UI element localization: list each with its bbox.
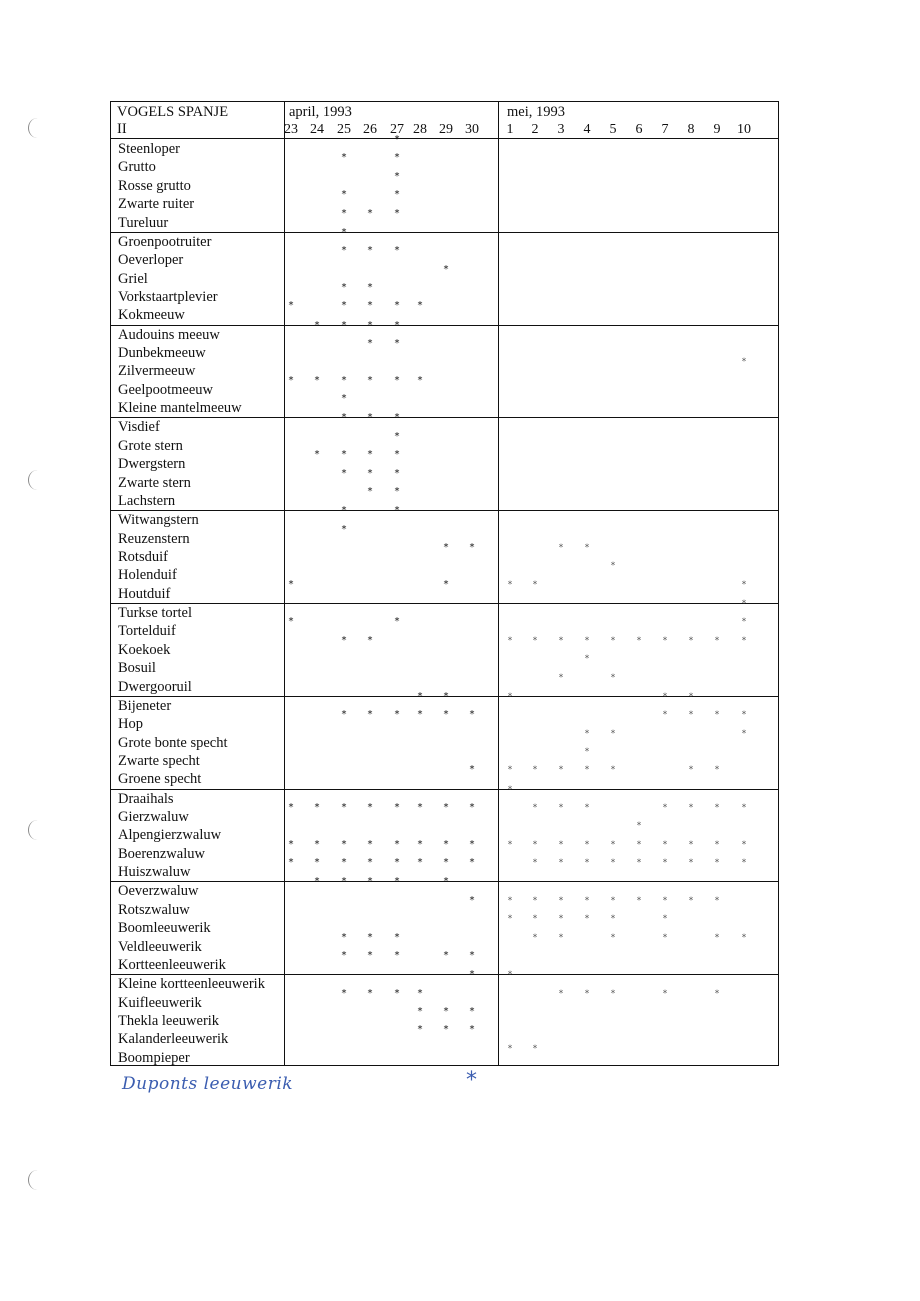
- sighting-mark-april: *: [341, 709, 347, 721]
- bird-name: Groenpootruiter: [118, 233, 212, 250]
- bird-name: Vorkstaartplevier: [118, 289, 218, 305]
- sighting-mark-april: *: [367, 950, 373, 961]
- sighting-mark-april: *: [367, 467, 373, 479]
- sighting-mark-mei: *: [741, 803, 747, 813]
- sighting-mark-mei: *: [532, 914, 538, 925]
- sighting-mark-april: *: [341, 634, 347, 646]
- sighting-mark-mei: *: [636, 895, 642, 906]
- sighting-mark-april: *: [341, 876, 347, 888]
- sighting-mark-mei: *: [741, 932, 747, 943]
- sighting-mark-april: *: [394, 430, 400, 442]
- april-day-23: 23: [284, 122, 298, 137]
- sighting-mark-april: *: [469, 542, 475, 553]
- april-header: april, 1993: [289, 104, 352, 120]
- sighting-mark-april: *: [394, 950, 400, 961]
- sighting-mark-april: *: [341, 987, 347, 999]
- group-divider: [111, 789, 778, 790]
- sighting-mark-april: *: [394, 245, 400, 257]
- sighting-mark-mei: *: [507, 895, 513, 906]
- sighting-mark-mei: *: [584, 747, 590, 757]
- sighting-mark-mei: *: [584, 543, 590, 553]
- sighting-mark-mei: *: [688, 710, 694, 721]
- bird-name: Griel: [118, 270, 148, 287]
- sighting-mark-april: *: [417, 709, 423, 721]
- sighting-mark-april: *: [417, 1024, 423, 1036]
- sighting-mark-april: *: [417, 1006, 423, 1017]
- sighting-mark-mei: *: [507, 579, 513, 590]
- sighting-mark-april: *: [443, 950, 449, 961]
- bird-name: Zwarte ruiter: [118, 196, 195, 213]
- sighting-mark-mei: *: [610, 895, 616, 906]
- bird-name: Steenloper: [118, 141, 181, 157]
- handwritten-star: *: [466, 1068, 477, 1093]
- sighting-mark-mei: *: [558, 543, 564, 553]
- sighting-mark-mei: *: [741, 357, 747, 368]
- sighting-mark-april: *: [394, 449, 400, 461]
- sighting-mark-april: *: [367, 412, 373, 424]
- bird-name: Kleine mantelmeeuw: [118, 400, 242, 417]
- sighting-mark-april: *: [443, 263, 449, 275]
- sighting-mark-april: *: [394, 338, 400, 349]
- mei-day-8: 8: [687, 122, 695, 137]
- sighting-mark-mei: *: [714, 710, 720, 721]
- sighting-mark-april: *: [314, 802, 320, 813]
- sighting-mark-april: *: [367, 449, 373, 461]
- april-day-26: 26: [363, 122, 377, 137]
- bird-name: Houtduif: [118, 585, 171, 602]
- sighting-mark-april: *: [288, 300, 294, 312]
- sighting-mark-mei: *: [688, 858, 694, 869]
- sighting-mark-mei: *: [610, 858, 616, 869]
- group-divider: [111, 417, 778, 418]
- sighting-mark-mei: *: [558, 839, 564, 850]
- sighting-mark-april: *: [288, 616, 294, 628]
- bird-name: Gierzwaluw: [118, 809, 189, 825]
- sighting-mark-mei: *: [532, 932, 538, 943]
- bird-name: Zilvermeeuw: [118, 363, 196, 380]
- sighting-mark-mei: *: [688, 895, 694, 906]
- sighting-mark-april: *: [341, 207, 347, 219]
- bird-name: Veldleeuwerik: [118, 938, 202, 955]
- mei-day-10: 10: [737, 122, 751, 137]
- sighting-mark-mei: *: [741, 858, 747, 869]
- sighting-mark-mei: *: [688, 839, 694, 850]
- sighting-mark-april: *: [367, 634, 373, 646]
- mei-day-2: 2: [531, 122, 539, 137]
- sighting-mark-mei: *: [662, 803, 668, 813]
- sighting-mark-april: *: [367, 709, 373, 721]
- sighting-mark-mei: *: [610, 561, 616, 572]
- sighting-mark-mei: *: [610, 914, 616, 925]
- sighting-mark-april: *: [314, 374, 320, 386]
- sighting-mark-mei: *: [741, 579, 747, 590]
- sighting-mark-mei: *: [584, 728, 590, 739]
- april-day-27: 27: [390, 122, 404, 137]
- sighting-mark-april: *: [469, 969, 475, 981]
- sighting-mark-april: *: [417, 802, 423, 813]
- sighting-mark-mei: *: [714, 765, 720, 776]
- bird-name: Thekla leeuwerik: [118, 1013, 220, 1029]
- bird-name: Kuifleeuwerik: [118, 994, 202, 1011]
- sighting-mark-mei: *: [714, 858, 720, 869]
- sighting-mark-april: *: [394, 152, 400, 164]
- sighting-mark-april: *: [443, 1024, 449, 1036]
- bird-name: Oeverloper: [118, 252, 184, 269]
- sighting-mark-april: *: [443, 838, 449, 850]
- sighting-mark-mei: *: [662, 895, 668, 906]
- sighting-mark-mei: *: [741, 635, 747, 646]
- sighting-mark-mei: *: [584, 635, 590, 646]
- bird-name: Witwangstern: [118, 512, 199, 529]
- sighting-mark-mei: *: [558, 803, 564, 813]
- sighting-mark-april: *: [469, 1006, 475, 1017]
- table-subtitle: II: [117, 121, 127, 137]
- sighting-mark-april: *: [341, 931, 347, 943]
- sighting-mark-april: *: [443, 542, 449, 553]
- sighting-mark-april: *: [394, 931, 400, 943]
- sighting-mark-april: *: [314, 319, 320, 331]
- bird-name: Dunbekmeeuw: [118, 345, 206, 361]
- binder-hole: [28, 470, 47, 490]
- april-day-25: 25: [337, 122, 351, 137]
- sighting-mark-april: *: [367, 987, 373, 999]
- sighting-mark-mei: *: [714, 803, 720, 813]
- sighting-mark-april: *: [314, 838, 320, 850]
- sighting-mark-april: *: [417, 838, 423, 850]
- sighting-mark-mei: *: [636, 821, 642, 832]
- bird-name: Kokmeeuw: [118, 307, 185, 324]
- sighting-mark-mei: *: [662, 710, 668, 721]
- bird-name: Rotszwaluw: [118, 901, 190, 918]
- sighting-mark-mei: *: [558, 988, 564, 999]
- sighting-mark-april: *: [394, 505, 400, 517]
- sighting-mark-mei: *: [610, 635, 616, 646]
- april-day-24: 24: [310, 122, 324, 137]
- bird-name: Kortteenleeuwerik: [118, 957, 226, 973]
- sighting-mark-april: *: [341, 152, 347, 164]
- sighting-mark-april: *: [394, 802, 400, 813]
- sighting-mark-mei: *: [558, 765, 564, 776]
- sighting-mark-mei: *: [741, 617, 747, 628]
- sighting-mark-mei: *: [741, 710, 747, 721]
- sighting-mark-april: *: [417, 374, 423, 386]
- sighting-mark-april: *: [367, 802, 373, 813]
- april-day-28: 28: [413, 122, 427, 137]
- bird-name: Bijeneter: [118, 697, 172, 714]
- sighting-mark-april: *: [341, 838, 347, 850]
- sighting-mark-mei: *: [714, 895, 720, 906]
- mei-header: mei, 1993: [507, 104, 565, 120]
- sighting-mark-april: *: [341, 467, 347, 479]
- sighting-mark-april: *: [469, 894, 475, 906]
- mei-day-5: 5: [609, 122, 617, 137]
- sighting-mark-mei: *: [532, 895, 538, 906]
- bird-name: Koekoek: [118, 641, 171, 658]
- sighting-mark-april: *: [367, 338, 373, 349]
- sighting-mark-april: *: [341, 449, 347, 461]
- mei-day-1: 1: [506, 122, 514, 137]
- sighting-mark-april: *: [367, 486, 373, 497]
- sighting-mark-mei: *: [532, 635, 538, 646]
- mei-day-7: 7: [661, 122, 669, 137]
- sighting-mark-april: *: [341, 374, 347, 386]
- bird-name: Kleine kortteenleeuwerik: [118, 976, 265, 993]
- sighting-mark-april: *: [341, 245, 347, 257]
- sighting-mark-april: *: [469, 950, 475, 961]
- sighting-mark-mei: *: [507, 839, 513, 850]
- sighting-mark-mei: *: [532, 579, 538, 590]
- sighting-mark-mei: *: [558, 895, 564, 906]
- sighting-mark-april: *: [394, 876, 400, 888]
- sighting-mark-april: *: [443, 857, 449, 869]
- sighting-mark-april: *: [341, 857, 347, 869]
- sighting-mark-mei: *: [558, 635, 564, 646]
- sighting-mark-april: *: [367, 931, 373, 943]
- sighting-mark-mei: *: [532, 839, 538, 850]
- sighting-mark-mei: *: [741, 839, 747, 850]
- sighting-mark-mei: *: [584, 765, 590, 776]
- bird-name: Lachstern: [118, 493, 176, 509]
- sighting-mark-april: *: [367, 282, 373, 293]
- sighting-mark-april: *: [443, 1006, 449, 1017]
- mei-day-9: 9: [713, 122, 721, 137]
- sighting-mark-april: *: [443, 578, 449, 590]
- sighting-mark-april: *: [288, 857, 294, 869]
- group-divider: [111, 603, 778, 604]
- sighting-mark-mei: *: [662, 932, 668, 943]
- handwritten-note: Duponts leeuwerik: [122, 1074, 294, 1094]
- sighting-mark-april: *: [341, 226, 347, 238]
- sighting-mark-mei: *: [584, 895, 590, 906]
- sighting-mark-april: *: [469, 1024, 475, 1036]
- sighting-mark-april: *: [394, 486, 400, 497]
- sighting-mark-april: *: [469, 709, 475, 721]
- sighting-mark-april: *: [394, 319, 400, 331]
- sighting-mark-april: *: [394, 300, 400, 312]
- sighting-mark-april: *: [367, 319, 373, 331]
- sighting-mark-april: *: [443, 709, 449, 721]
- bird-name: Kalanderleeuwerik: [118, 1031, 229, 1048]
- sighting-mark-mei: *: [558, 672, 564, 683]
- bird-name: Hop: [118, 716, 143, 733]
- sighting-mark-april: *: [341, 802, 347, 813]
- sighting-mark-mei: *: [610, 932, 616, 943]
- sighting-mark-mei: *: [688, 765, 694, 776]
- sighting-mark-mei: *: [507, 691, 513, 702]
- sighting-mark-april: *: [341, 412, 347, 424]
- sighting-mark-mei: *: [558, 858, 564, 869]
- sighting-mark-april: *: [417, 690, 423, 702]
- sighting-mark-april: *: [367, 300, 373, 312]
- sighting-mark-mei: *: [688, 691, 694, 702]
- bird-name: Holenduif: [118, 567, 177, 584]
- bird-name: Tortelduif: [118, 623, 176, 640]
- sighting-mark-mei: *: [507, 914, 513, 925]
- sighting-mark-mei: *: [714, 988, 720, 999]
- sighting-mark-mei: *: [636, 839, 642, 850]
- bird-name: Grote stern: [118, 437, 183, 454]
- sighting-mark-mei: *: [558, 932, 564, 943]
- sighting-mark-april: *: [341, 282, 347, 293]
- sighting-mark-mei: *: [507, 635, 513, 646]
- group-divider: [111, 510, 778, 511]
- sighting-mark-april: *: [394, 838, 400, 850]
- sighting-mark-april: *: [417, 987, 423, 999]
- bird-name: Grutto: [118, 159, 156, 176]
- sighting-mark-mei: *: [688, 635, 694, 646]
- sighting-mark-april: *: [394, 709, 400, 721]
- sighting-mark-mei: *: [532, 765, 538, 776]
- bird-name: Tureluur: [118, 214, 169, 231]
- sighting-mark-mei: *: [741, 728, 747, 739]
- bird-name: Oeverzwaluw: [118, 883, 199, 900]
- sighting-mark-april: *: [367, 245, 373, 257]
- sighting-mark-mei: *: [507, 970, 513, 981]
- sighting-mark-mei: *: [584, 839, 590, 850]
- sighting-mark-april: *: [341, 950, 347, 961]
- bird-name: Bosuil: [118, 660, 156, 677]
- sighting-mark-april: *: [394, 467, 400, 479]
- sighting-mark-april: *: [469, 838, 475, 850]
- sighting-mark-mei: *: [662, 839, 668, 850]
- sighting-mark-april: *: [314, 449, 320, 461]
- sighting-mark-april: *: [394, 987, 400, 999]
- sighting-mark-mei: *: [558, 914, 564, 925]
- sighting-mark-mei: *: [532, 1043, 538, 1054]
- bird-name: Dwergooruil: [118, 678, 192, 695]
- mei-day-3: 3: [557, 122, 565, 137]
- sighting-mark-mei: *: [532, 803, 538, 813]
- bird-name: Dwergstern: [118, 456, 186, 473]
- sighting-mark-mei: *: [741, 599, 747, 609]
- sighting-mark-april: *: [469, 764, 475, 776]
- mei-day-4: 4: [583, 122, 591, 137]
- sighting-mark-mei: *: [662, 691, 668, 702]
- sighting-mark-mei: *: [584, 858, 590, 869]
- sighting-mark-april: *: [341, 523, 347, 535]
- binder-hole: [28, 118, 47, 138]
- sighting-mark-april: *: [341, 319, 347, 331]
- sighting-mark-mei: *: [507, 765, 513, 776]
- sighting-mark-april: *: [367, 838, 373, 850]
- sighting-mark-mei: *: [610, 988, 616, 999]
- sighting-mark-april: *: [367, 876, 373, 888]
- bird-name: Rotsduif: [118, 549, 168, 565]
- header-divider: [111, 138, 778, 139]
- bird-observation-table: [110, 101, 779, 1066]
- sighting-mark-april: *: [394, 134, 400, 145]
- sighting-mark-april: *: [314, 876, 320, 888]
- sighting-mark-april: *: [288, 838, 294, 850]
- sighting-mark-mei: *: [636, 635, 642, 646]
- sighting-mark-mei: *: [636, 858, 642, 869]
- sighting-mark-mei: *: [714, 839, 720, 850]
- sighting-mark-mei: *: [714, 932, 720, 943]
- bird-name: Groene specht: [118, 771, 202, 788]
- sighting-mark-april: *: [394, 857, 400, 869]
- sighting-mark-april: *: [314, 857, 320, 869]
- april-day-29: 29: [439, 122, 453, 137]
- sighting-mark-april: *: [469, 857, 475, 869]
- mei-day-6: 6: [635, 122, 643, 137]
- bird-name: Alpengierzwaluw: [118, 827, 222, 844]
- sighting-mark-april: *: [443, 802, 449, 813]
- sighting-mark-april: *: [288, 374, 294, 386]
- column-divider: [498, 102, 499, 1065]
- sighting-mark-mei: *: [584, 988, 590, 999]
- sighting-mark-mei: *: [662, 858, 668, 869]
- sighting-mark-april: *: [394, 374, 400, 386]
- bird-name: Visdief: [118, 419, 160, 436]
- sighting-mark-mei: *: [610, 765, 616, 776]
- sighting-mark-mei: *: [532, 858, 538, 869]
- bird-name: Huiszwaluw: [118, 864, 191, 881]
- sighting-mark-april: *: [341, 300, 347, 312]
- sighting-mark-april: *: [394, 616, 400, 628]
- sighting-mark-mei: *: [584, 654, 590, 665]
- sighting-mark-april: *: [417, 300, 423, 312]
- sighting-mark-mei: *: [507, 784, 513, 795]
- sighting-mark-april: *: [394, 207, 400, 219]
- bird-name: Zwarte stern: [118, 474, 191, 491]
- bird-name: Audouins meeuw: [118, 326, 220, 343]
- sighting-mark-april: *: [288, 802, 294, 813]
- sighting-mark-april: *: [341, 393, 347, 405]
- sighting-mark-mei: *: [714, 635, 720, 646]
- sighting-mark-april: *: [341, 505, 347, 517]
- april-day-30: 30: [465, 122, 479, 137]
- sighting-mark-april: *: [443, 690, 449, 702]
- sighting-mark-april: *: [367, 207, 373, 219]
- binder-hole: [28, 1170, 47, 1190]
- sighting-mark-mei: *: [662, 988, 668, 999]
- sighting-mark-mei: *: [610, 839, 616, 850]
- bird-name: Boompieper: [118, 1049, 190, 1066]
- sighting-mark-april: *: [394, 170, 400, 182]
- sighting-mark-april: *: [394, 412, 400, 424]
- bird-name: Turkse tortel: [118, 605, 192, 621]
- table-title: VOGELS SPANJE: [117, 104, 229, 120]
- sighting-mark-mei: *: [610, 728, 616, 739]
- sighting-mark-april: *: [341, 189, 347, 201]
- sighting-mark-april: *: [469, 802, 475, 813]
- sighting-mark-april: *: [394, 189, 400, 201]
- sighting-mark-april: *: [367, 857, 373, 869]
- sighting-mark-april: *: [288, 578, 294, 590]
- sighting-mark-april: *: [443, 876, 449, 888]
- bird-name: Boomleeuwerik: [118, 920, 211, 937]
- sighting-mark-mei: *: [662, 635, 668, 646]
- sighting-mark-mei: *: [584, 803, 590, 813]
- bird-name: Reuzenstern: [118, 530, 190, 547]
- sighting-mark-mei: *: [507, 1043, 513, 1054]
- sighting-mark-mei: *: [688, 803, 694, 813]
- binder-hole: [28, 820, 47, 840]
- sighting-mark-mei: *: [662, 914, 668, 925]
- sighting-mark-mei: *: [610, 672, 616, 683]
- sighting-mark-april: *: [417, 857, 423, 869]
- bird-name: Geelpootmeeuw: [118, 381, 214, 398]
- bird-name: Rosse grutto: [118, 177, 191, 194]
- bird-name: Boerenzwaluw: [118, 845, 205, 862]
- sighting-mark-april: *: [367, 374, 373, 386]
- bird-name: Grote bonte specht: [118, 734, 228, 751]
- sighting-mark-mei: *: [584, 914, 590, 925]
- bird-name: Zwarte specht: [118, 753, 200, 769]
- bird-name: Draaihals: [118, 790, 174, 807]
